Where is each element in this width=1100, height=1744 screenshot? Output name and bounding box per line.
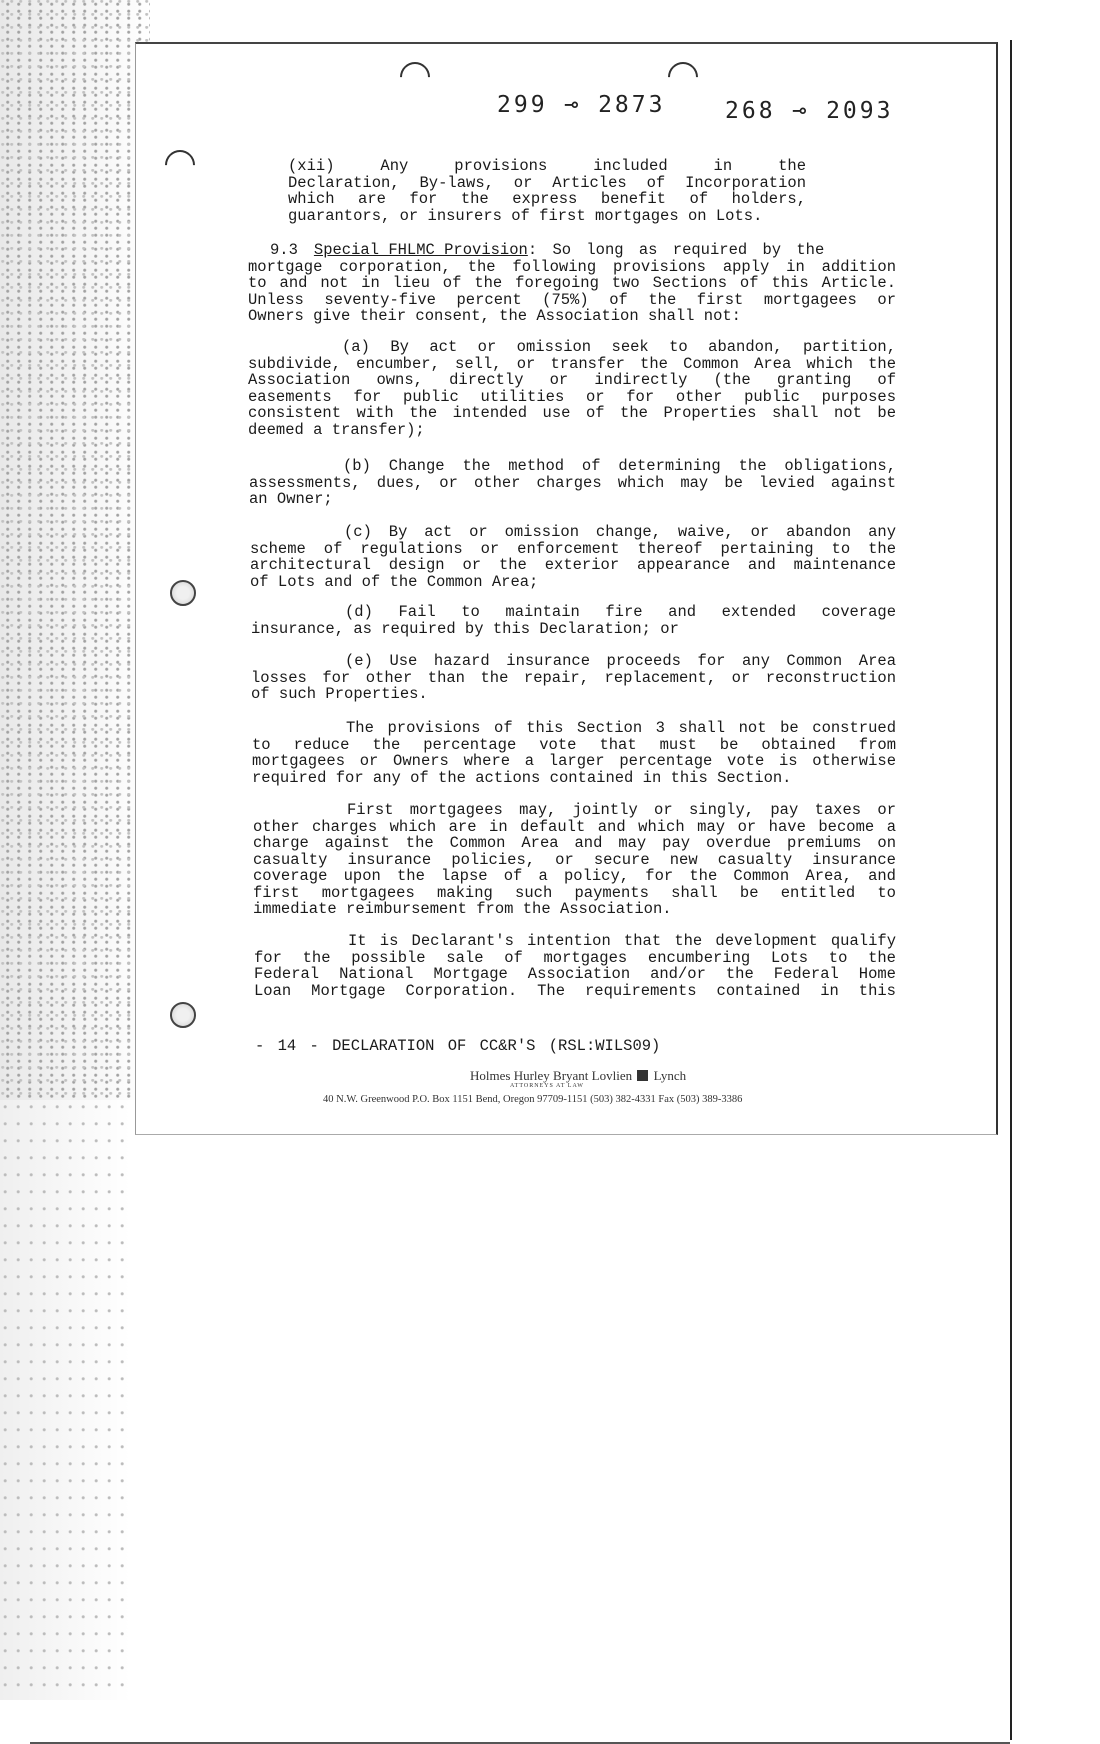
text-line: (d) Fail to maintain fire and extended coverage [345, 603, 896, 621]
recording-number-left: 299 ⊸ 2873 [497, 92, 666, 118]
punch-hole-icon [170, 1002, 196, 1028]
text-line: subdivide, encumber, sell, or transfer the Common Area which the [248, 354, 896, 373]
text-line: charge against the Common Area and may pay overdue premiums on [253, 834, 896, 852]
text-line: (a) By act or omission seek to abandon, partition, [342, 338, 896, 356]
firm-logo-line [470, 1068, 686, 1084]
text-line: to and not in lieu of the foregoing two Sections of this Article. [248, 274, 896, 292]
paragraph-intention [254, 933, 896, 999]
firm-name: Holmes Hurley Bryant Lovlien [470, 1068, 633, 1083]
text-line: of such Properties. [251, 685, 428, 703]
text-line: Owners give their consent, the Association shall not: [248, 307, 741, 325]
section-heading-line [248, 242, 896, 259]
text-line: insurance, as required by this Declaration; or [251, 619, 679, 638]
text-line: first mortgagees making such payments shall be entitled to [253, 883, 896, 902]
firm-name-lynch: Lynch [653, 1068, 687, 1083]
text-line: (c) By act or omission change, waive, or abandon any [344, 523, 896, 541]
scan-edge-noise [0, 0, 150, 1100]
text-line: Federal National Mortgage Association and/or the Federal Home [254, 965, 896, 983]
paragraph-first-mortgagees [253, 802, 896, 918]
text-line: First mortgagees may, jointly or singly, pay taxes or [347, 801, 896, 819]
text-line: It is Declarant's intention that the development qualify [348, 932, 896, 950]
text-line: deemed a transfer); [248, 420, 425, 439]
text-line: to reduce the percentage vote that must be obtained from [252, 735, 896, 754]
section-heading-rest: : So long as required by the [527, 241, 825, 259]
item-e [251, 653, 896, 703]
text-line: an Owner; [249, 490, 333, 508]
text-line: architectural design or the exterior appearance and maintenance [250, 556, 896, 574]
section-9-3 [248, 242, 896, 325]
text-line: The provisions of this Section 3 shall not be construed [346, 719, 896, 737]
text-line: which are for the express benefit of holders, [288, 190, 806, 208]
text-line: assessments, dues, or other charges which may be levied against [249, 473, 896, 492]
text-line: mortgagees or Owners where a larger percentage vote is otherwise [252, 752, 896, 770]
text-line: for the possible sale of mortgages encumbering Lots to the [254, 948, 896, 967]
text-line: Association owns, directly or indirectly (the granting of [248, 371, 896, 389]
firm-logo-icon [637, 1070, 648, 1081]
text-line: Loan Mortgage Corporation. The requirements contained in this [254, 981, 896, 1000]
paragraph-xii [288, 158, 806, 224]
item-d [251, 604, 896, 637]
text-line: consistent with the intended use of the Properties shall not be [248, 404, 896, 422]
text-line: Declaration, By-laws, or Articles of Incorporation [288, 173, 806, 192]
text-line: (e) Use hazard insurance proceeds for any Common Area [345, 652, 896, 670]
text-line: scheme of regulations or enforcement thereof pertaining to the [250, 539, 896, 558]
text-line: guarantors, or insurers of first mortgages on Lots. [288, 206, 763, 225]
text-line: mortgage corporation, the following provisions apply in addition [248, 257, 896, 276]
text-line: losses for other than the repair, replacement, or reconstruction [251, 668, 896, 687]
page-footer-label: - 14 - DECLARATION OF CC&R'S (RSL:WILS09) [255, 1037, 661, 1055]
section-heading: Special FHLMC Provision [313, 241, 528, 259]
scan-border-right [1010, 40, 1012, 1740]
scan-edge-noise-lower [0, 1100, 130, 1700]
text-line: (xii) Any provisions included in the [288, 157, 806, 175]
text-line: easements for public utilities or for other public purposes [248, 387, 896, 406]
firm-subtitle: ATTORNEYS AT LAW [510, 1083, 584, 1089]
recording-number-right: 268 ⊸ 2093 [725, 98, 894, 124]
punch-hole-icon [170, 580, 196, 606]
item-b [249, 458, 896, 508]
text-line: immediate reimbursement from the Association. [253, 900, 672, 918]
paragraph-provisions [252, 720, 896, 786]
firm-address: 40 N.W. Greenwood P.O. Box 1151 Bend, Oregon 97709-1151 (503) 382-4331 Fax (503) 389-3386 [323, 1094, 743, 1105]
text-line: other charges which are in default and which may or have become a [253, 817, 896, 836]
text-line: Unless seventy-five percent (75%) of the first mortgagees or [248, 290, 896, 309]
text-line: of Lots and of the Common Area; [250, 572, 539, 591]
text-line: required for any of the actions contained in this Section. [252, 768, 792, 787]
item-c [250, 524, 896, 590]
text-line: casualty insurance policies, or secure new casualty insurance [253, 850, 896, 869]
item-a [248, 339, 896, 438]
text-line: (b) Change the method of determining the obligations, [343, 457, 896, 475]
text-line: coverage upon the lapse of a policy, for the Common Area, and [253, 867, 896, 885]
section-number: 9.3 [270, 241, 298, 259]
